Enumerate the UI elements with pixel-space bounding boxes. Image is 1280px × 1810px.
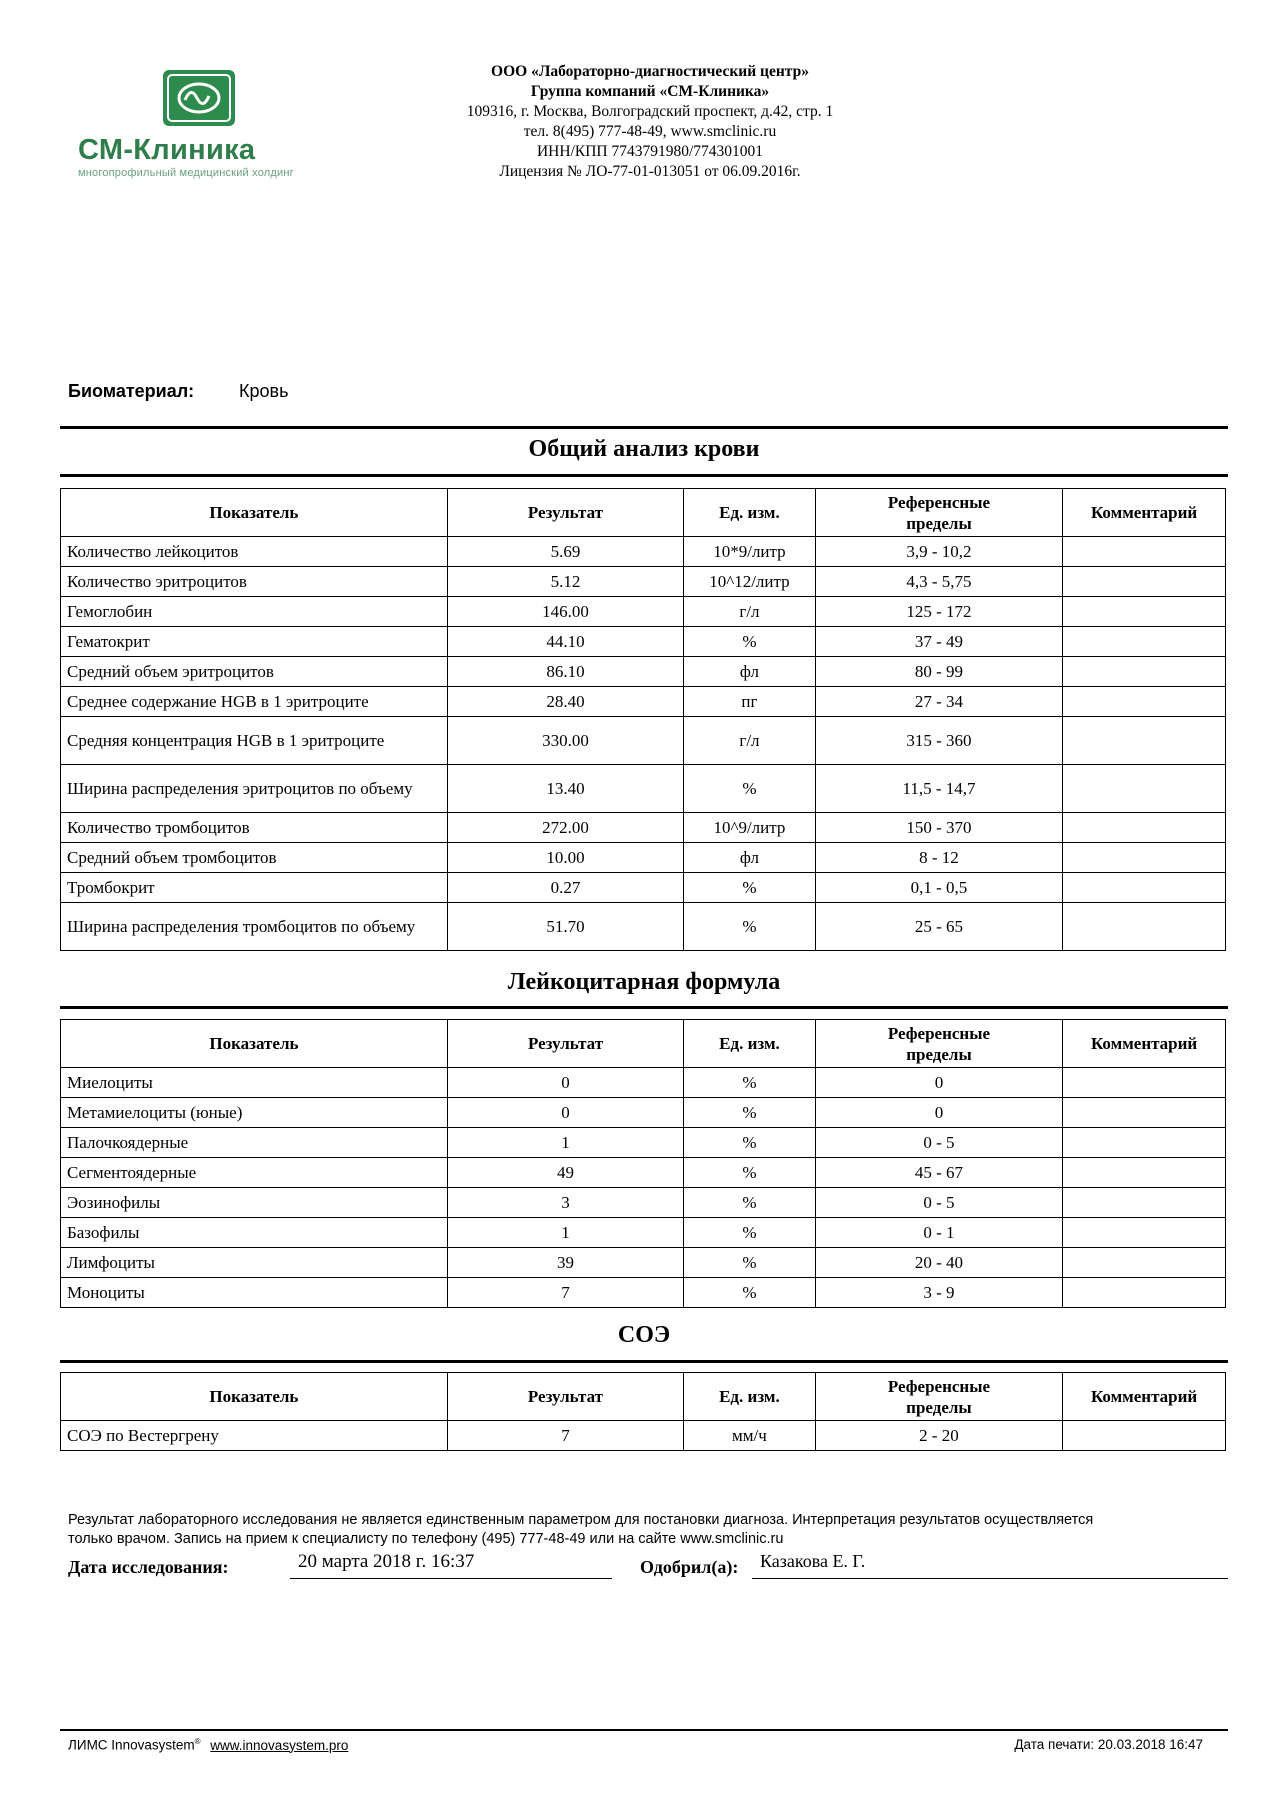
unit-cell: мм/ч [684, 1421, 816, 1451]
indicator-cell: Тромбокрит [61, 873, 448, 903]
table-row [61, 843, 1226, 873]
comment-cell [1063, 1248, 1226, 1278]
comment-cell [1063, 1421, 1226, 1451]
biomaterial-value: Кровь [239, 381, 289, 401]
indicator-cell: Сегментоядерные [61, 1158, 448, 1188]
result-cell: 49 [447, 1158, 683, 1188]
result-cell: 5.12 [447, 567, 683, 597]
reference-cell: 315 - 360 [815, 717, 1062, 765]
table-row [61, 1218, 1226, 1248]
header-reference [815, 1020, 1062, 1068]
reference-cell: 27 - 34 [815, 687, 1062, 717]
header-reference-line2: пределы [906, 1044, 972, 1064]
header-reference-line2: пределы [906, 1397, 972, 1417]
indicator-cell: Количество тромбоцитов [61, 813, 448, 843]
table-header-row [61, 1020, 1226, 1068]
unit-cell: % [684, 1158, 816, 1188]
unit-cell: % [684, 1188, 816, 1218]
lims-url[interactable]: www.innovasystem.pro [210, 1737, 349, 1753]
table-row [61, 1068, 1226, 1098]
result-cell: 44.10 [447, 627, 683, 657]
header-reference [815, 1373, 1062, 1421]
indicator-cell: Средняя концентрация HGB в 1 эритроците [61, 717, 448, 765]
comment-cell [1063, 1158, 1226, 1188]
table-header-row [61, 1373, 1226, 1421]
unit-cell: % [684, 1068, 816, 1098]
disclaimer [68, 1511, 1218, 1549]
result-cell: 39 [447, 1248, 683, 1278]
header-indicator: Показатель [61, 1373, 448, 1421]
section-divider [60, 474, 1228, 477]
comment-cell [1063, 843, 1226, 873]
header-unit: Ед. изм. [684, 489, 816, 537]
unit-cell: г/л [684, 717, 816, 765]
disclaimer-line1: Результат лабораторного исследования не является единственным параметром для постановки диагноза. Интерпретация результатов осуществляется [68, 1512, 1094, 1528]
study-date-label: Дата исследования: [68, 1557, 229, 1577]
header-comment: Комментарий [1063, 1373, 1226, 1421]
unit-cell: % [684, 627, 816, 657]
lims-name: ЛИМС Innovasystem [68, 1737, 195, 1753]
header-unit: Ед. изм. [684, 1020, 816, 1068]
unit-cell: пг [684, 687, 816, 717]
indicator-cell: Эозинофилы [61, 1188, 448, 1218]
section-title-esr: СОЭ [617, 1322, 671, 1348]
unit-cell: фл [684, 657, 816, 687]
comment-cell [1063, 1068, 1226, 1098]
print-date: Дата печати: 20.03.2018 16:47 [1014, 1737, 1203, 1752]
result-cell: 1 [447, 1218, 683, 1248]
header-result: Результат [447, 489, 683, 537]
reference-cell: 25 - 65 [815, 903, 1062, 951]
comment-cell [1063, 1218, 1226, 1248]
study-date-value: 20 марта 2018 г. 16:37 [290, 1551, 612, 1579]
table-row [61, 567, 1226, 597]
comment-cell [1063, 765, 1226, 813]
indicator-cell: Миелоциты [61, 1068, 448, 1098]
approved-label: Одобрил(а): [640, 1557, 739, 1577]
clinic-logo [78, 70, 323, 179]
indicator-cell: Моноциты [61, 1278, 448, 1308]
result-cell: 7 [447, 1421, 683, 1451]
indicator-cell: Метамиелоциты (юные) [61, 1098, 448, 1128]
indicator-cell: Среднее содержание HGB в 1 эритроците [61, 687, 448, 717]
comment-cell [1063, 1098, 1226, 1128]
section-divider [60, 426, 1228, 429]
header-comment: Комментарий [1063, 1020, 1226, 1068]
biomaterial-label: Биоматериал: [68, 381, 195, 401]
header-result: Результат [447, 1020, 683, 1068]
header-comment: Комментарий [1063, 489, 1226, 537]
section-divider [60, 1360, 1228, 1363]
comment-cell [1063, 903, 1226, 951]
comment-cell [1063, 717, 1226, 765]
result-cell: 28.40 [447, 687, 683, 717]
organization-info [400, 62, 900, 182]
footer-lims [68, 1737, 348, 1753]
unit-cell: % [684, 1278, 816, 1308]
result-cell: 146.00 [447, 597, 683, 627]
unit-cell: % [684, 1218, 816, 1248]
unit-cell: 10^9/литр [684, 813, 816, 843]
section-divider [60, 1006, 1228, 1009]
logo-mark-icon [163, 70, 235, 126]
indicator-cell: Количество эритроцитов [61, 567, 448, 597]
table-row [61, 1158, 1226, 1188]
unit-cell: фл [684, 843, 816, 873]
table-row [61, 687, 1226, 717]
org-address: 109316, г. Москва, Волгоградский проспект, д.42, стр. 1 [466, 103, 834, 120]
comment-cell [1063, 627, 1226, 657]
comment-cell [1063, 1278, 1226, 1308]
reference-cell: 80 - 99 [815, 657, 1062, 687]
result-cell: 86.10 [447, 657, 683, 687]
registered-mark: ® [194, 1737, 201, 1746]
table-header-row [61, 489, 1226, 537]
header-reference-line2: пределы [906, 513, 972, 533]
result-cell: 5.69 [447, 537, 683, 567]
unit-cell: 10^12/литр [684, 567, 816, 597]
comment-cell [1063, 873, 1226, 903]
indicator-cell: Средний объем эритроцитов [61, 657, 448, 687]
reference-cell: 8 - 12 [815, 843, 1062, 873]
indicator-cell: СОЭ по Вестергрену [61, 1421, 448, 1451]
table-row [61, 1128, 1226, 1158]
result-cell: 330.00 [447, 717, 683, 765]
indicator-cell: Средний объем тромбоцитов [61, 843, 448, 873]
indicator-cell: Лимфоциты [61, 1248, 448, 1278]
reference-cell: 2 - 20 [815, 1421, 1062, 1451]
unit-cell: % [684, 873, 816, 903]
table-row [61, 1188, 1226, 1218]
header-reference-line1: Референсные [887, 1023, 991, 1043]
table-row [61, 1421, 1226, 1451]
header-reference-line1: Референсные [887, 492, 991, 512]
comment-cell [1063, 813, 1226, 843]
comment-cell [1063, 687, 1226, 717]
table-row [61, 537, 1226, 567]
result-cell: 3 [447, 1188, 683, 1218]
cbc-table [60, 488, 1226, 951]
reference-cell: 20 - 40 [815, 1248, 1062, 1278]
unit-cell: % [684, 1098, 816, 1128]
reference-cell: 0,1 - 0,5 [815, 873, 1062, 903]
reference-cell: 0 [815, 1068, 1062, 1098]
comment-cell [1063, 657, 1226, 687]
header-result: Результат [447, 1373, 683, 1421]
approved-value: Казакова Е. Г. [752, 1551, 1228, 1579]
header-reference [815, 489, 1062, 537]
table-row [61, 873, 1226, 903]
table-row [61, 903, 1226, 951]
section-title-cbc: Общий анализ крови [528, 436, 760, 462]
reference-cell: 150 - 370 [815, 813, 1062, 843]
reference-cell: 0 - 1 [815, 1218, 1062, 1248]
result-cell: 10.00 [447, 843, 683, 873]
reference-cell: 37 - 49 [815, 627, 1062, 657]
indicator-cell: Гемоглобин [61, 597, 448, 627]
reference-cell: 4,3 - 5,75 [815, 567, 1062, 597]
header-reference-line1: Референсные [887, 1376, 991, 1396]
header-indicator: Показатель [61, 489, 448, 537]
table-row [61, 765, 1226, 813]
esr-table [60, 1372, 1226, 1451]
comment-cell [1063, 1188, 1226, 1218]
table-row [61, 1098, 1226, 1128]
unit-cell: % [684, 1128, 816, 1158]
reference-cell: 3,9 - 10,2 [815, 537, 1062, 567]
org-inn: ИНН/КПП 7743791980/774301001 [536, 143, 764, 160]
table-row [61, 813, 1226, 843]
result-cell: 7 [447, 1278, 683, 1308]
leuko-table [60, 1019, 1226, 1308]
indicator-cell: Гематокрит [61, 627, 448, 657]
reference-cell: 0 - 5 [815, 1128, 1062, 1158]
logo-subtitle: многопрофильный медицинский холдинг [78, 167, 294, 179]
result-cell: 0 [447, 1098, 683, 1128]
unit-cell: г/л [684, 597, 816, 627]
table-row [61, 1248, 1226, 1278]
table-row [61, 1278, 1226, 1308]
org-group: Группа компаний «СМ-Клиника» [530, 83, 770, 100]
org-name: ООО «Лабораторно-диагностический центр» [491, 63, 809, 80]
result-cell: 272.00 [447, 813, 683, 843]
result-cell: 51.70 [447, 903, 683, 951]
reference-cell: 0 - 5 [815, 1188, 1062, 1218]
reference-cell: 11,5 - 14,7 [815, 765, 1062, 813]
indicator-cell: Ширина распределения тромбоцитов по объему [61, 903, 448, 951]
comment-cell [1063, 537, 1226, 567]
table-row [61, 657, 1226, 687]
reference-cell: 125 - 172 [815, 597, 1062, 627]
comment-cell [1063, 597, 1226, 627]
reference-cell: 3 - 9 [815, 1278, 1062, 1308]
result-cell: 1 [447, 1128, 683, 1158]
footer-divider [60, 1729, 1228, 1731]
table-row [61, 597, 1226, 627]
org-phone: тел. 8(495) 777-48-49, www.smclinic.ru [523, 123, 777, 140]
result-cell: 13.40 [447, 765, 683, 813]
reference-cell: 45 - 67 [815, 1158, 1062, 1188]
unit-cell: % [684, 1248, 816, 1278]
section-title-leuko: Лейкоцитарная формула [507, 969, 781, 995]
indicator-cell: Ширина распределения эритроцитов по объему [61, 765, 448, 813]
unit-cell: 10*9/литр [684, 537, 816, 567]
comment-cell [1063, 1128, 1226, 1158]
indicator-cell: Количество лейкоцитов [61, 537, 448, 567]
indicator-cell: Палочкоядерные [61, 1128, 448, 1158]
comment-cell [1063, 567, 1226, 597]
biomaterial [68, 381, 288, 402]
table-row [61, 717, 1226, 765]
indicator-cell: Базофилы [61, 1218, 448, 1248]
result-cell: 0 [447, 1068, 683, 1098]
logo-name: СМ-Клиника [78, 134, 256, 166]
result-cell: 0.27 [447, 873, 683, 903]
header-indicator: Показатель [61, 1020, 448, 1068]
reference-cell: 0 [815, 1098, 1062, 1128]
table-row [61, 627, 1226, 657]
unit-cell: % [684, 903, 816, 951]
disclaimer-line2: только врачом. Запись на прием к специалисту по телефону (495) 777-48-49 или на сайте www.smclinic.ru [68, 1531, 784, 1547]
unit-cell: % [684, 765, 816, 813]
org-license: Лицензия № ЛО-77-01-013051 от 06.09.2016г. [499, 163, 801, 180]
header-unit: Ед. изм. [684, 1373, 816, 1421]
